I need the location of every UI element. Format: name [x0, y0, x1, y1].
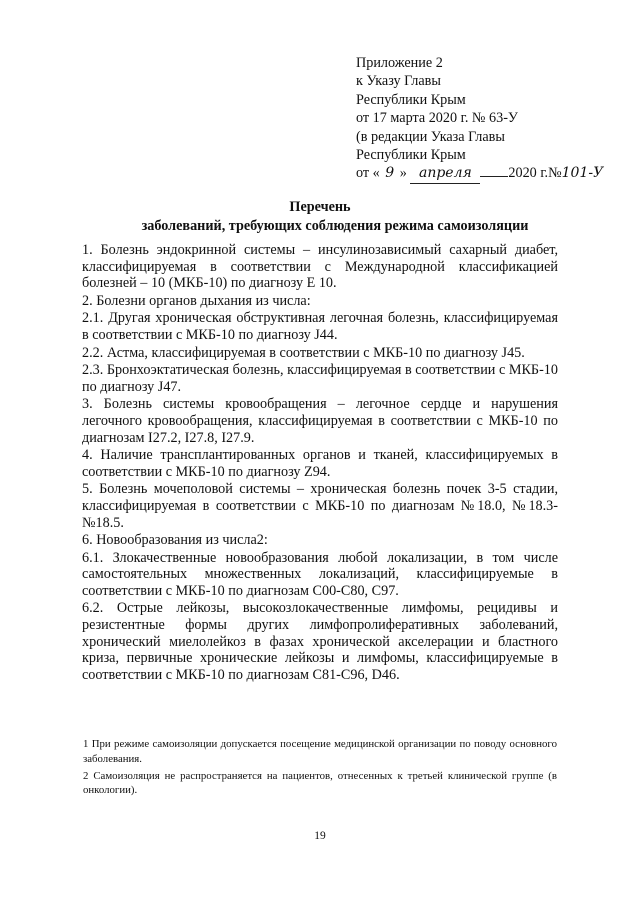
footnote: 2 Самоизоляция не распространяется на пациентов, отнесенных к третьей клинической группе (в онкологии). — [83, 769, 557, 797]
appendix-line: (в редакции Указа Главы — [356, 128, 505, 145]
list-item: 6.2. Острые лейкозы, высокозлокачественные лимфомы, рецидивы и резистентные формы других лимфопролиферативных заболеваний, хронический миелолейкоз в фазах хронической акселерации и бластного криза, первичные хронические лейкозы и лимфомы, классифицируемые в соответствии с МКБ-10 по диагнозам С81-С96, D46. — [82, 600, 558, 683]
appendix-line: к Указу Главы — [356, 73, 441, 90]
title-line-1: Перечень — [289, 199, 351, 215]
list-item: 2. Болезни органов дыхания из числа: — [82, 292, 311, 309]
appendix-line: Республики Крым — [356, 91, 466, 108]
disease-list — [82, 242, 558, 684]
appendix-line: Приложение 2 — [356, 55, 443, 71]
list-item: 4. Наличие трансплантированных органов и тканей, классифицируемых в соответствии с МКБ-10 по диагнозу Z94. — [82, 447, 558, 480]
handwritten-day: 9 — [385, 165, 395, 182]
title-line-2: заболеваний, требующих соблюдения режима самоизоляции — [141, 218, 529, 234]
list-item: 5. Болезнь мочеполовой системы – хроническая болезнь почек 3-5 стадии, классифицируемая в соответствии с МКБ-10 по диагнозам №18.0, №18.3-№18.5. — [82, 481, 558, 531]
date-prefix: от « — [356, 165, 380, 182]
appendix-header — [356, 54, 606, 184]
list-item: 1. Болезнь эндокринной системы – инсулинозависимый сахарный диабет, классифицируемая в соответствии с Международной классификацией болезней – 10 (МКБ-10) по диагнозу E 10. — [82, 242, 558, 292]
appendix-date-line — [356, 164, 606, 183]
footnote: 1 При режиме самоизоляции допускается посещение медицинской организации по поводу основного заболевания. — [83, 738, 557, 765]
list-item: 2.3. Бронхоэктатическая болезнь, классифицируемая в соответствии с МКБ-10 по диагнозу J47. — [82, 362, 558, 395]
date-underline — [480, 176, 508, 177]
list-item: 3. Болезнь системы кровообращения – легочное сердце и нарушения легочного кровообращения, классифицируемая в соответствии с МКБ-10 по диагнозам I27.2, I27.8, I27.9. — [82, 396, 558, 446]
list-item: 6. Новообразования из числа2: — [82, 532, 268, 549]
date-mid: » — [399, 165, 407, 182]
appendix-line: Республики Крым — [356, 147, 466, 164]
list-item: 6.1. Злокачественные новообразования любой локализации, в том числе самостоятельных множественных локализаций, классифицируемые в соответствии с МКБ-10 по диагнозам С00-С80, С97. — [82, 549, 558, 599]
page-number: 19 — [314, 830, 326, 842]
document-title — [0, 198, 640, 236]
list-item: 2.2. Астма, классифицируемая в соответствии с МКБ-10 по диагнозу J45. — [82, 344, 525, 361]
list-item: 2.1. Другая хроническая обструктивная легочная болезнь, классифицируемая в соответствии с МКБ-10 по диагнозу J44. — [82, 310, 558, 343]
appendix-line: от 17 марта 2020 г. № 63-У — [356, 110, 518, 127]
handwritten-decree-number: 101-У — [561, 165, 604, 182]
footnotes — [83, 737, 557, 800]
date-year: 2020 г.№ — [508, 165, 562, 182]
handwritten-month: апреля — [410, 164, 480, 183]
